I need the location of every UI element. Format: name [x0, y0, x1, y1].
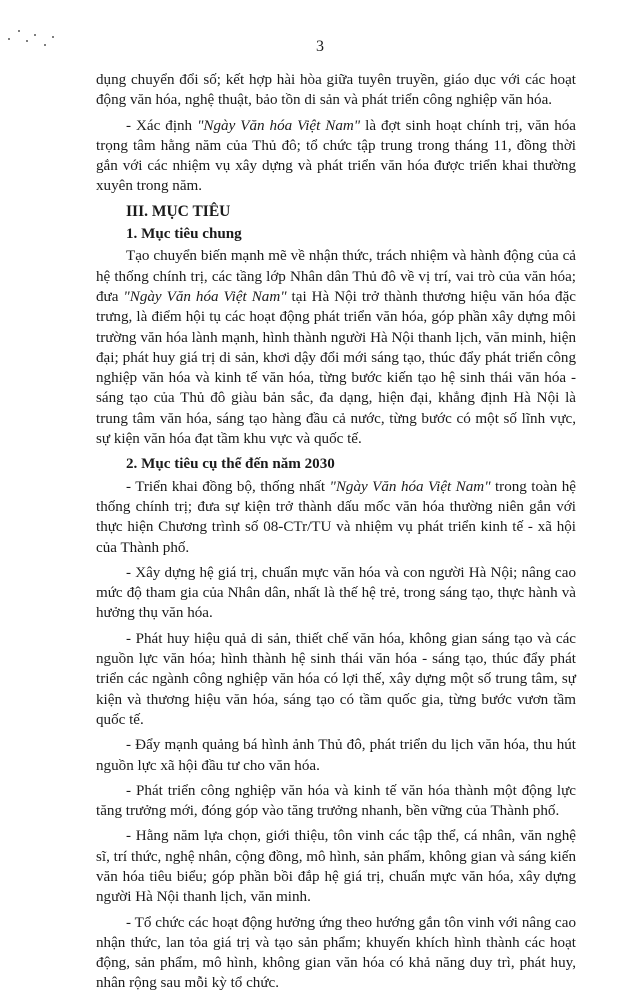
text-run: là đợt sinh hoạt chính trị, văn hóa trọng tâm hằng năm của Thủ đô; tổ chức tập trung trong tháng 11, đồng thời gắn với các nhiệm vụ xây dựng và phát triển văn hóa được triển khai thường xuyên trong năm.	[96, 117, 576, 195]
list-item: - Xây dựng hệ giá trị, chuẩn mực văn hóa và con người Hà Nội; nâng cao mức độ tham gia của Nhân dân, nhất là thế hệ trẻ, trong sáng tạo, thực hành và hưởng thụ văn hóa.	[96, 564, 576, 622]
list-item: - Phát huy hiệu quả di sản, thiết chế văn hóa, không gian sáng tạo và các nguồn lực văn hóa; hình thành hệ sinh thái văn hóa - sáng tạo, thúc đẩy phát triển các ngành công nghiệp văn hóa có lợi thế, xây dựng một số trung tâm, sự kiện và thương hiệu văn hóa, sáng tạo có tầm quốc gia, từng bước vươn tầm quốc tế.	[96, 630, 576, 728]
text-run: - Xác định	[126, 117, 198, 134]
page-number: 3	[316, 38, 324, 55]
subheading-general-objective: 1. Mục tiêu chung	[126, 226, 242, 243]
subheading-specific-objectives: 2. Mục tiêu cụ thể đến năm 2030	[126, 456, 335, 473]
section-heading-objectives: III. MỤC TIÊU	[126, 202, 231, 220]
paragraph-continuation: dụng chuyển đổi số; kết hợp hài hòa giữa tuyên truyền, giáo dục với các hoạt động văn hóa, nghệ thuật, bảo tồn di sản và phát triển công nghiệp văn hóa.	[96, 72, 576, 109]
list-item: - Tổ chức các hoạt động hưởng ứng theo hướng gắn tôn vinh với nâng cao nhận thức, lan tỏa giá trị và tạo sản phẩm; khuyến khích hình thành các hoạt động, sản phẩm, mô hình, không gian văn hóa có khả năng duy trì, phát huy, nhân rộng sau mỗi kỳ tổ chức.	[96, 914, 576, 992]
list-item: - Hằng năm lựa chọn, giới thiệu, tôn vinh các tập thể, cá nhân, văn nghệ sĩ, trí thức, nghệ nhân, cộng đồng, mô hình, sản phẩm, không gian và sáng kiến văn hóa tiêu biểu; góp phần bồi đắp hệ giá trị, chuẩn mực văn hóa, xây dựng người Hà Nội thanh lịch, văn minh.	[96, 828, 576, 906]
text-run: Tạo chuyển biến mạnh mẽ về nhận thức, trách nhiệm và hành động của cả hệ thống chính trị, các tầng lớp Nhân dân Thủ đô về vị trí, vai trò của văn hóa; đưa	[96, 248, 576, 305]
text-run: - Triển khai đồng bộ, thống nhất	[126, 478, 330, 495]
text-run: trong toàn hệ thống chính trị; đưa sự kiện trở thành dấu mốc văn hóa thường niên gắn với thực hiện Chương trình số 08-CTr/TU và nhiệm vụ phát triển kinh tế - xã hội của Thành phố.	[96, 478, 576, 556]
paragraph-culture-day-definition	[96, 116, 576, 197]
list-item	[96, 477, 576, 558]
document-body	[96, 70, 576, 999]
event-name-italic: "Ngày Văn hóa Việt Nam"	[329, 478, 491, 495]
event-name-italic: "Ngày Văn hóa Việt Nam"	[197, 117, 361, 134]
list-item: - Phát triển công nghiệp văn hóa và kinh tế văn hóa thành một động lực tăng trưởng mới, đóng góp vào tăng trưởng nhanh, bền vững của Thành phố.	[96, 782, 576, 820]
list-item: - Đẩy mạnh quảng bá hình ảnh Thủ đô, phát triển du lịch văn hóa, thu hút nguồn lực xã hội đầu tư cho văn hóa.	[96, 737, 576, 774]
paragraph-general-objective	[96, 246, 576, 449]
text-run: tại Hà Nội trở thành thương hiệu văn hóa đặc trưng, là điểm hội tụ các hoạt động phát triển văn hóa, góp phần xây dựng môi trường văn hóa lành mạnh, hình thành người Hà Nội thanh lịch, văn minh, hiện đại; phát huy giá trị di sản, khơi dậy đổi mới sáng tạo, thúc đẩy phát triển công nghiệp văn hóa và kinh tế văn hóa, từng bước kiến tạo hệ sinh thái văn hóa - sáng tạo của Thủ đô giàu bản sắc, đa dạng, hiện đại, khẳng định Hà Nội là trung tâm văn hóa, sáng tạo hàng đầu cả nước, từng bước có một số lĩnh vực, sự kiện văn hóa đạt tầm khu vực và quốc tế.	[96, 288, 576, 448]
event-name-italic: "Ngày Văn hóa Việt Nam"	[123, 288, 287, 305]
